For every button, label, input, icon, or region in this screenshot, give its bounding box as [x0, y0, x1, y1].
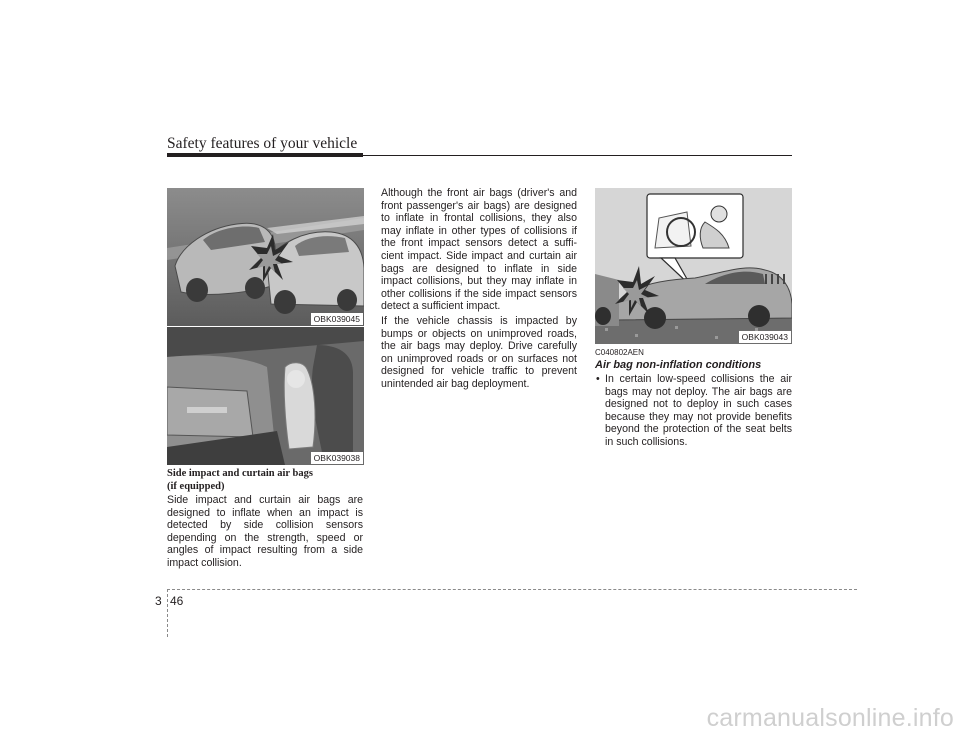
figure-code: OBK039043 — [739, 331, 791, 343]
paragraph: If the vehicle chassis is impacted by bumps or objects on unimproved roads, the air bags may deploy. Drive carefully on unimproved roads or on surfaces not designed for vehicle traffic to prevent unintended air bag deployment. — [381, 314, 577, 390]
paragraph: Although the front air bags (driver's and front passenger's air bags) are designed to inflate in frontal collisions, they also may inflate in other types of collisions if the front impact sensors detect a suffi-cient impact. Side impact and curtain air bags are designed to inflate in side impact collisions, but they may inflate in other collisions if the side impact sensors detect a sufficient impact. — [381, 187, 577, 313]
section-code: C040802AEN — [595, 348, 644, 357]
middle-column-text — [381, 187, 577, 393]
bullet-text: In certain low-speed collisions the air bags may not deploy. The air bags are designed not to deploy in such cases because they may not provide benefits beyond the protection of the seat belts in such collisions. — [605, 373, 792, 448]
bullet-symbol: • — [596, 373, 600, 385]
footer-divider — [167, 589, 168, 637]
figure-code: OBK039045 — [311, 313, 363, 325]
side-impact-illustration — [167, 188, 364, 326]
non-inflation-heading: Air bag non-inflation conditions — [595, 359, 762, 371]
curtain-airbag-illustration — [167, 327, 364, 465]
chapter-number: 3 — [155, 594, 162, 608]
side-impact-heading: Side impact and curtain air bags (if equipped) — [167, 468, 313, 492]
page-title: Safety features of your vehicle — [167, 135, 358, 152]
bullet-item — [595, 373, 792, 449]
side-impact-body: Side impact and curtain air bags are designed to inflate when an impact is detected by side collision sensors depending on the strength, speed or angles of impact resulting from a side impact collision. — [167, 494, 363, 569]
figure-code: OBK039038 — [311, 452, 363, 464]
watermark-text: carmanualsonline.info — [706, 704, 954, 732]
header-rule — [167, 153, 363, 157]
front-impact-illustration — [595, 188, 792, 344]
header-rule-thin — [363, 155, 792, 156]
page-number: 46 — [170, 594, 184, 608]
footer-rule — [167, 589, 857, 590]
